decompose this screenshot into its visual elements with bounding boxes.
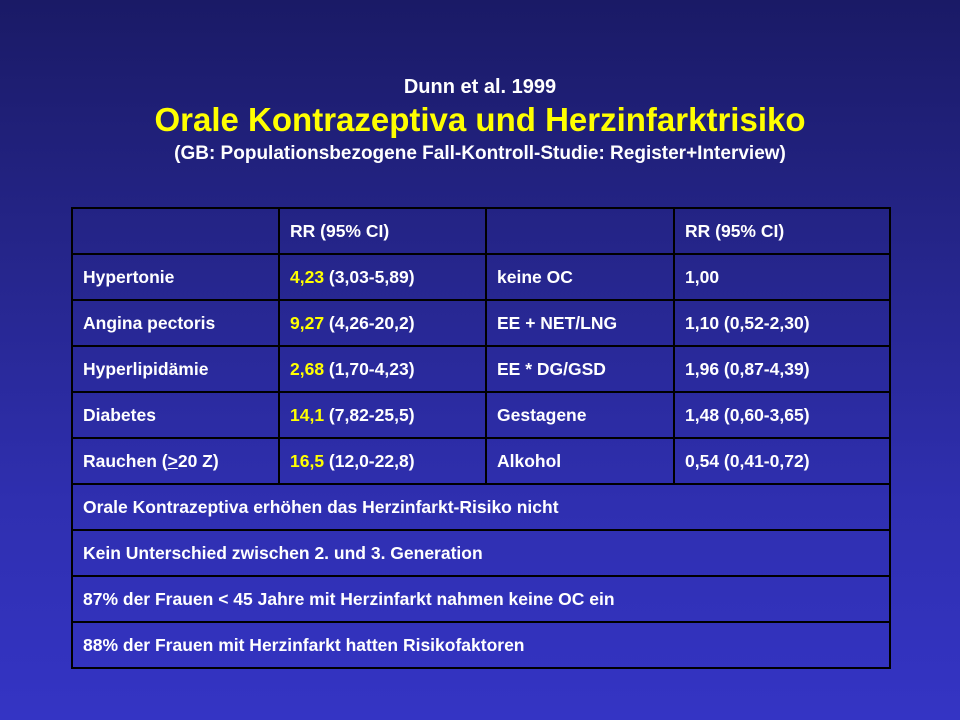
table-row xyxy=(72,346,890,392)
header-cell-rr: RR (95% CI) xyxy=(279,208,486,254)
risk-factor-rr-cell xyxy=(279,346,486,392)
risk-factor-cell: Angina pectoris xyxy=(72,300,279,346)
slide-header xyxy=(0,74,960,168)
ci-value: (1,70-4,23) xyxy=(324,358,415,379)
header-cell-rr: RR (95% CI) xyxy=(674,208,890,254)
risk-factor-cell: Hypertonie xyxy=(72,254,279,300)
rr-value: 9,27 xyxy=(290,312,325,333)
risk-factor-cell xyxy=(72,438,279,484)
ci-value: (4,26-20,2) xyxy=(324,312,415,333)
table-row xyxy=(72,438,890,484)
conclusion-cell: 88% der Frauen mit Herzinfarkt hatten Risikofaktoren xyxy=(72,622,890,668)
ci-value: (3,03-5,89) xyxy=(324,266,415,287)
factor-prefix: Rauchen ( xyxy=(83,450,168,471)
conclusion-row xyxy=(72,530,890,576)
contraceptive-rr-cell: 0,54 (0,41-0,72) xyxy=(674,438,890,484)
conclusion-row xyxy=(72,622,890,668)
contraceptive-cell: EE * DG/GSD xyxy=(486,346,674,392)
ci-value: (12,0-22,8) xyxy=(324,450,415,471)
risk-factor-rr-cell xyxy=(279,438,486,484)
greater-equal-symbol: > xyxy=(167,450,178,471)
risk-factor-cell: Hyperlipidämie xyxy=(72,346,279,392)
rr-value: 4,23 xyxy=(290,266,325,287)
conclusion-cell: 87% der Frauen < 45 Jahre mit Herzinfarkt nahmen keine OC ein xyxy=(72,576,890,622)
risk-factor-rr-cell xyxy=(279,300,486,346)
conclusion-row xyxy=(72,484,890,530)
header-cell-empty xyxy=(72,208,279,254)
contraceptive-cell: Alkohol xyxy=(486,438,674,484)
contraceptive-rr-cell: 1,48 (0,60-3,65) xyxy=(674,392,890,438)
contraceptive-cell: EE + NET/LNG xyxy=(486,300,674,346)
rr-value: 14,1 xyxy=(290,404,325,425)
risk-factor-rr-cell xyxy=(279,254,486,300)
contraceptive-cell: Gestagene xyxy=(486,392,674,438)
conclusion-row xyxy=(72,576,890,622)
rr-value: 2,68 xyxy=(290,358,325,379)
risk-factor-cell: Diabetes xyxy=(72,392,279,438)
table-row xyxy=(72,254,890,300)
contraceptive-cell: keine OC xyxy=(486,254,674,300)
risk-table xyxy=(71,207,891,669)
factor-suffix: 20 Z) xyxy=(177,450,219,471)
author-citation: Dunn et al. 1999 xyxy=(403,76,557,98)
rr-value: 16,5 xyxy=(290,450,325,471)
contraceptive-rr-cell: 1,00 xyxy=(674,254,890,300)
header-cell-empty xyxy=(486,208,674,254)
risk-factor-rr-cell xyxy=(279,392,486,438)
table-row xyxy=(72,392,890,438)
contraceptive-rr-cell: 1,96 (0,87-4,39) xyxy=(674,346,890,392)
table-header-row xyxy=(72,208,890,254)
table-row xyxy=(72,300,890,346)
contraceptive-rr-cell: 1,10 (0,52-2,30) xyxy=(674,300,890,346)
slide-subtitle: (GB: Populationsbezogene Fall-Kontroll-Studie: Register+Interview) xyxy=(174,143,786,164)
slide-title: Orale Kontrazeptiva und Herzinfarktrisiko xyxy=(154,101,806,138)
ci-value: (7,82-25,5) xyxy=(324,404,415,425)
conclusion-cell: Kein Unterschied zwischen 2. und 3. Generation xyxy=(72,530,890,576)
conclusion-cell: Orale Kontrazeptiva erhöhen das Herzinfarkt-Risiko nicht xyxy=(72,484,890,530)
